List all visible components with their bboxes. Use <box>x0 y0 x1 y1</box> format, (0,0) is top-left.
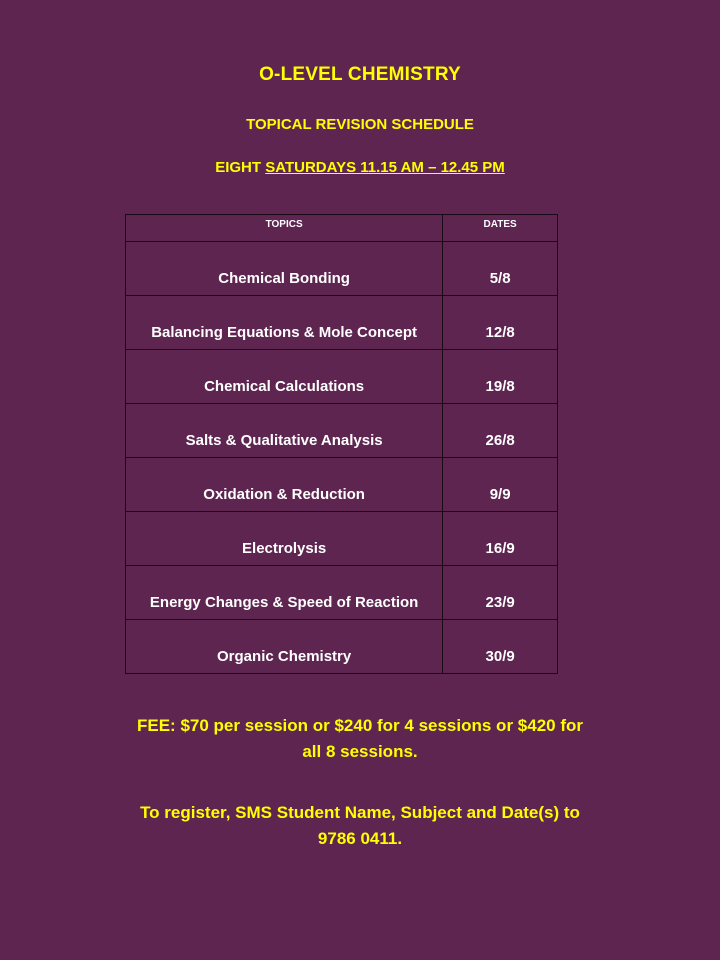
topic-cell: Chemical Bonding <box>126 242 443 296</box>
date-cell: 26/8 <box>443 404 558 458</box>
date-cell: 16/9 <box>443 512 558 566</box>
topic-cell: Organic Chemistry <box>126 620 443 674</box>
schedule-prefix: EIGHT <box>215 159 266 176</box>
date-cell: 12/8 <box>443 296 558 350</box>
date-cell: 23/9 <box>443 566 558 620</box>
schedule-timing <box>0 159 720 176</box>
date-cell: 9/9 <box>443 458 558 512</box>
date-cell: 19/8 <box>443 350 558 404</box>
topic-cell: Electrolysis <box>126 512 443 566</box>
column-header-dates: DATES <box>443 215 558 242</box>
table-row <box>126 620 558 674</box>
page-subtitle: TOPICAL REVISION SCHEDULE <box>246 116 474 133</box>
column-header-topics: TOPICS <box>126 215 443 242</box>
table-row <box>126 404 558 458</box>
topic-cell: Oxidation & Reduction <box>126 458 443 512</box>
date-cell: 30/9 <box>443 620 558 674</box>
fee-info <box>100 713 620 765</box>
register-line-1: To register, SMS Student Name, Subject and Date(s) to <box>140 803 580 822</box>
schedule-time: SATURDAYS 11.15 AM – 12.45 PM <box>265 159 505 176</box>
table-row <box>126 242 558 296</box>
register-line-2: 9786 0411. <box>317 829 403 848</box>
table-row <box>126 458 558 512</box>
registration-info <box>100 800 620 852</box>
topic-cell: Salts & Qualitative Analysis <box>126 404 443 458</box>
page-title: O-LEVEL CHEMISTRY <box>259 64 461 85</box>
table-row <box>126 350 558 404</box>
topic-cell: Chemical Calculations <box>126 350 443 404</box>
schedule-table <box>125 214 558 674</box>
table-row <box>126 512 558 566</box>
fee-line-1: FEE: $70 per session or $240 for 4 sessions or $420 for <box>137 716 583 735</box>
fee-line-2: all 8 sessions. <box>302 742 418 761</box>
date-cell: 5/8 <box>443 242 558 296</box>
topic-cell: Energy Changes & Speed of Reaction <box>126 566 443 620</box>
table-row <box>126 296 558 350</box>
table-row <box>126 566 558 620</box>
topic-cell: Balancing Equations & Mole Concept <box>126 296 443 350</box>
table-header-row <box>126 215 558 242</box>
